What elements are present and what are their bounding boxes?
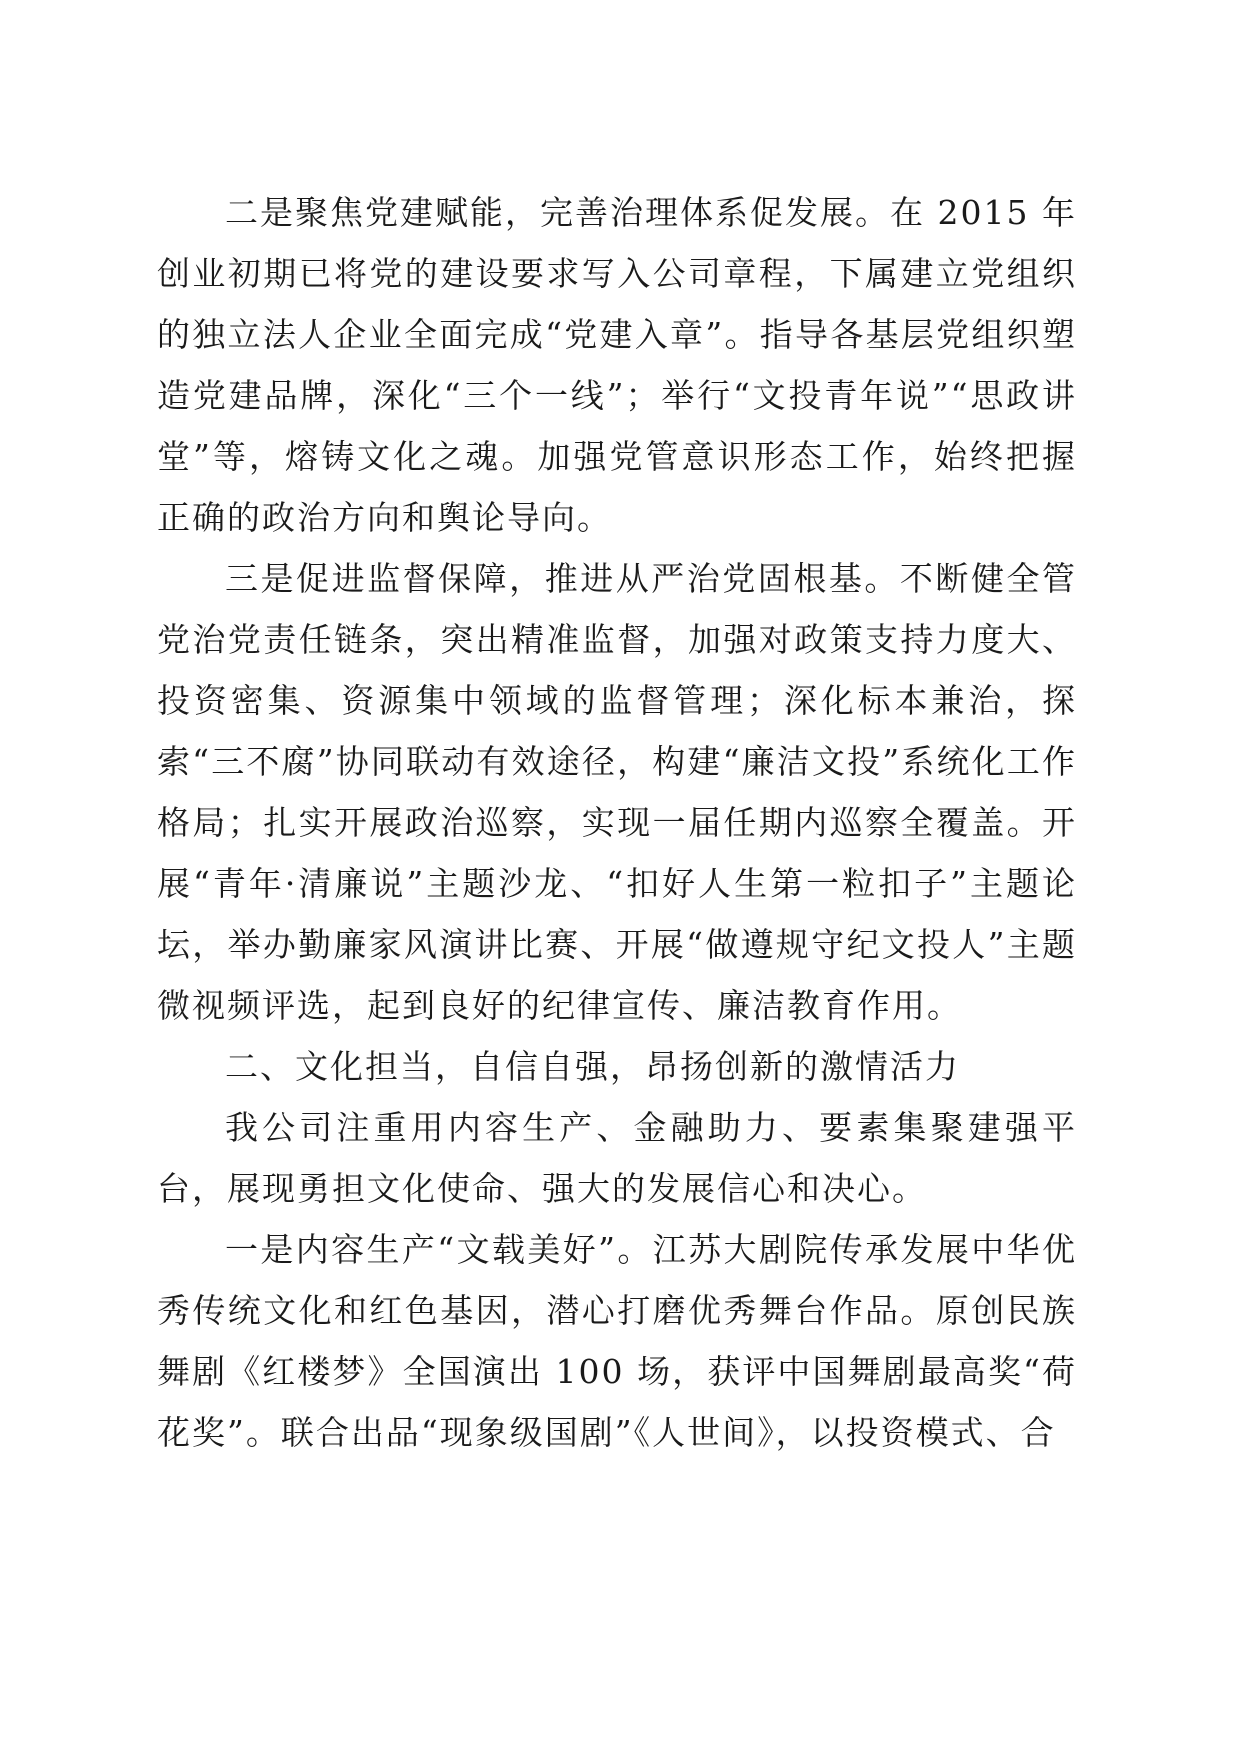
- paragraph-party-building-empowerment: 二是聚焦党建赋能，完善治理体系促发展。在 2015 年创业初期已将党的建设要求写入公司章程，下属建立党组织的独立法人企业全面完成“党建入章”。指导各基层党组织塑造党建品牌，深化“三个一线”；举行“文投青年说”“思政讲堂”等，熔铸文化之魂。加强党管意识形态工作，始终把握正确的政治方向和舆论导向。: [157, 193, 1077, 537]
- paragraph-platform-building: 我公司注重用内容生产、金融助力、要素集聚建强平台，展现勇担文化使命、强大的发展信心和决心。: [157, 1108, 1077, 1208]
- paragraph-content-production: 一是内容生产“文载美好”。江苏大剧院传承发展中华优秀传统文化和红色基因，潜心打磨优秀舞台作品。原创民族舞剧《红楼梦》全国演出 100 场，获评中国舞剧最高奖“荷花奖”。联合出品“现象级国剧”《人世间》，以投资模式、合: [157, 1230, 1077, 1452]
- paragraph-supervision-guarantee: 三是促进监督保障，推进从严治党固根基。不断健全管党治党责任链条，突出精准监督，加强对政策支持力度大、投资密集、资源集中领域的监督管理；深化标本兼治，探索“三不腐”协同联动有效途径，构建“廉洁文投”系统化工作格局；扎实开展政治巡察，实现一届任期内巡察全覆盖。开展“青年·清廉说”主题沙龙、“扣好人生第一粒扣子”主题论坛，举办勤廉家风演讲比赛、开展“做遵规守纪文投人”主题微视频评选，起到良好的纪律宣传、廉洁教育作用。: [157, 559, 1077, 1025]
- document-body: [157, 182, 1077, 1463]
- section-heading-cultural-responsibility: 二、文化担当，自信自强，昂扬创新的激情活力: [225, 1047, 960, 1086]
